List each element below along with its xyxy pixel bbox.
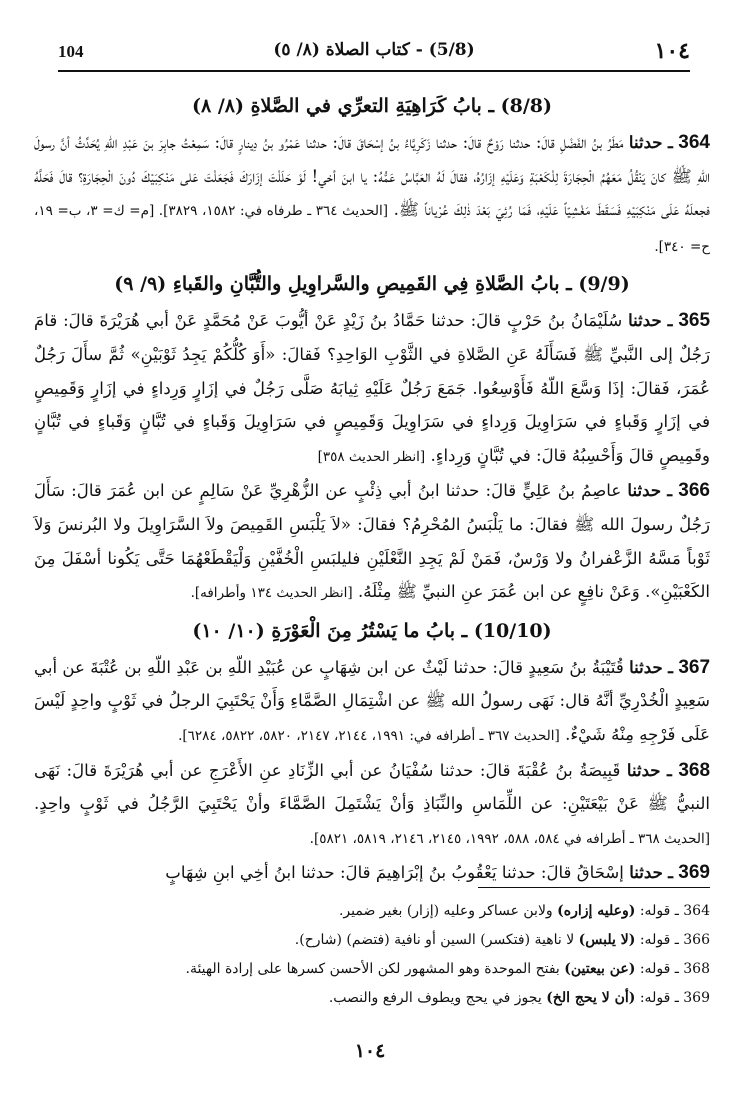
footnote-term: (وعليه إزاره) — [557, 903, 636, 919]
hadith-keyword: حدثنا — [629, 862, 663, 883]
running-header — [58, 30, 690, 72]
hadith-reference: [الحديث ٣٦٧ ـ أطرافه في: ١٩٩١، ٢١٤٤، ٢١٤٧، ٥٨٢٠، ٥٨٢٢، ٦٢٨٤]. — [178, 727, 560, 744]
footnote-364 — [34, 897, 710, 926]
hadith-number: 366 — [678, 480, 710, 502]
hadith-text: إسْحَاقُ قالَ: حدثنا يَعْقُوبُ بنُ إبْرَاهِيمَ قالَ: حدثنا ابنُ أخِي ابنِ شِهَابٍ — [165, 863, 624, 883]
footnote-divider — [478, 887, 710, 888]
hadith-dash: ـ — [667, 132, 673, 152]
hadith-number: 369 — [678, 862, 710, 884]
hadith-366 — [34, 474, 710, 610]
hadith-number: 365 — [678, 310, 711, 332]
hadith-reference: [الحديث ٣٦٤ ـ طرفاه في: ١٥٨٢، ٣٨٢٩]. [م= ك= ٣، ب= ١٩، ح= ٣٤٠]. — [34, 203, 710, 255]
chapter-title: (8/8) ـ بابُ كَرَاهِيَةِ التعرِّي في الصَّلاةِ (٨/ ٨) — [191, 95, 553, 117]
footnote-369 — [34, 984, 710, 1013]
chapter-title: (10/10) ـ بابُ ما يَسْتُرُ مِنَ الْعَوْرَةِ (١٠/ ١٠) — [192, 619, 552, 642]
hadith-text: مَطَرُ بنُ الفَضْلِ قالَ: حدثنا رَوْحٌ قالَ: حدثنا زَكَرِيَّاءُ بنُ إسْحَاقَ قالَ: حدثنا عَمْرُو بنُ دِينارٍ قالَ: سَمِعْتُ جابِرَ بنَ عَبْدِ اللّهِ يُحَدِّثُ أنَّ رسولَ اللّهِ ﷺ كانَ يَنْقُلُ مَعَهُمُ الْحِجَارَةَ لِلْكَعْبَةِ وَعَلَيْهِ إزَارُهُ، فقالَ لَهُ العَبَّاسُ عَمُّهُ: يا ابنَ أخي! لَوْ حَلَلْتَ إزَارَكَ فَجَعَلْتَ عَلى مَنْكِبَيْكَ دُونَ الْحِجَارَةِ؟ قالَ فَحَلَّهُ فجعلَهُ عَلَى مَنْكِبَيْهِ فَسَقَطَ مَغْشِيّاً عَلَيْهِ، فَمَا رُئِيَ بَعْدَ ذٰلِكَ عُرْياناً ﷺ. — [34, 133, 711, 220]
hadith-text: قَبِيصَةُ بنُ عُقْبَةَ قالَ: حدثنا سُفْيَانُ عن أبي الزِّنَادِ عنِ الأَعْرَجِ عن أبي هُرَيْرَةَ قالَ: نَهَى النبيُّ ﷺ عَنْ بَيْعَتَيْنِ: عن اللِّمَاسِ والنِّبَاذِ وَأنْ يَشْتَمِلَ الصَّمَّاءَ وأنْ يَحْتَبِيَ الرَّجُلُ في ثَوْبٍ واحِدٍ. — [34, 760, 710, 814]
footnotes — [34, 897, 710, 1013]
footnote-text: بفتح الموحدة وهو المشهور لكن الأحسن كسرها على إرادة الهيئة. — [185, 961, 560, 977]
running-title: (5/8) - كتاب الصلاة (٨/ ٥) — [273, 40, 475, 60]
footnote-text: ولابن عساكر وعليه (إزار) بغير ضمير. — [338, 903, 553, 919]
hadith-dash: ـ — [667, 310, 673, 331]
chapter-title: (9/9) ـ بابُ الصَّلاةِ فِي القَمِيصِ والسَّراوِيلِ والتُّبَّانِ والقَباءِ (٩/ ٩) — [114, 273, 630, 296]
footnote-prefix: 368 ـ قوله: — [639, 961, 710, 977]
hadith-dash: ـ — [667, 759, 672, 780]
hadith-number: 368 — [678, 759, 711, 781]
hadith-keyword: حدثنا — [627, 480, 662, 501]
hadith-reference: [الحديث ٣٦٨ ـ أطرافه في ٥٨٤، ٥٨٨، ١٩٩٢، ٢١٤٥، ٢١٤٦، ٥٨١٩، ٥٨٢١]. — [309, 830, 710, 847]
hadith-number: 364 — [678, 132, 710, 153]
hadith-number: 367 — [678, 656, 711, 678]
hadith-text: عاصِمُ بنُ عَلِيٍّ قالَ: حدثنا ابنُ أبي ذِئْبٍ عن الزُّهْرِيِّ عَنْ سَالِمٍ عن ابن عُمَرَ قالَ: سَأَلَ رَجُلٌ رسولَ الله ﷺ فقالَ: ما يَلْبَسُ المُحْرِمُ؟ فقالَ: «لاَ يَلْبَسِ القَمِيصَ ولاَ السَّرَاوِيلَ ولا البُرنسَ وَلاَ ثَوْباً مَسَّهُ الزَّعْفرانُ ولا وَرْسٌ، فَمَنْ لَمْ يَجِدِ النَّعْلَيْنِ فليلبَسِ الْخُفَّيْنِ وَلْيَقْطَعْهُمَا حَتَّى يَكُونا أسْفَلَ مِنَ الكَعْبَيْنِ». وَعَنْ نافِعٍ عن ابن عُمَرَ عنِ النبيِّ ﷺ مِثْلَهُ. — [34, 481, 710, 602]
hadith-keyword: حدثنا — [628, 310, 662, 331]
hadith-reference: [انظر الحديث ٣٥٨] — [317, 448, 426, 465]
hadith-keyword: حدثنا — [628, 132, 663, 152]
hadith-367 — [34, 651, 710, 754]
footnote-term: (عن بيعتين) — [564, 961, 636, 977]
footnote-term: (لا يلبس) — [578, 932, 636, 948]
footnote-term: (أن لا يحج الخ) — [546, 990, 636, 1006]
hadith-text: سُلَيْمَانُ بنُ حَرْبٍ قالَ: حدثنا حَمَّادُ بنُ زَيْدٍ عَنْ أيُّوبَ عَنْ مُحَمَّدٍ عَنْ أبي هُرَيْرَةَ قالَ: قامَ رَجُلٌ إلى النَّبيِّ ﷺ فَسَأَلَهُ عَنِ الصَّلاةِ في الثَّوْبِ الوَاحِدِ؟ فَقالَ: «أَوَ كُلُّكُمْ يَجِدُ ثَوْبَيْنِ» ثُمَّ سأَلَ رَجُلٌ عُمَرَ، فَقالَ: إذَا وَسَّعَ اللّهُ فَأَوْسِعُوا. جَمَعَ رَجُلٌ عَلَيْهِ ثِيابَهُ صَلَّى رَجُلٌ في إزَارٍ وَرِداءٍ في إزَارٍ وَقَمِيصٍ في إزَارٍ وَقَباءٍ في سَرَاوِيلَ وَرِداءٍ في سَرَاوِيلَ وَقَمِيصٍ في سَرَاوِيلَ وَقَباءٍ في تُبَّانٍ وَقَباءٍ في تُبَّانٍ وقَمِيصٍ قالَ وَأَحْسِبُهُ قالَ: في تُبَّانٍ وَرِداءٍ. — [34, 311, 710, 465]
footnote-text: لا ناهية (فتكسر) السين أو نافية (فتضم) (شارح). — [294, 932, 575, 948]
footnote-366 — [34, 926, 710, 955]
hadith-keyword: حدثنا — [629, 656, 663, 677]
hadith-dash: ـ — [668, 656, 673, 677]
hadith-reference: [انظر الحديث ١٣٤ وأطرافه]. — [190, 585, 353, 602]
footnote-prefix: 366 ـ قوله: — [639, 932, 710, 948]
footnote-text: يجوز في يحج ويطوف الرفع والنصب. — [328, 990, 542, 1006]
footnote-prefix: 364 ـ قوله: — [639, 903, 710, 919]
hadith-dash: ـ — [667, 480, 673, 501]
hadith-keyword: حدثنا — [626, 759, 661, 780]
hadith-dash: ـ — [668, 862, 674, 883]
footnote-368 — [34, 955, 710, 984]
main-text — [34, 86, 710, 890]
hadith-365 — [34, 304, 710, 474]
footnote-prefix: 369 ـ قوله: — [639, 990, 710, 1006]
footer-page-number: ١٠٤ — [354, 1040, 386, 1062]
hadith-text: قُتَيْبَةُ بنُ سَعِيدٍ قالَ: حدثنا لَيْثٌ عن ابن شِهَابٍ عن عُبَيْدِ اللّهِ بن عَبْدِ اللّهِ بن عُتْبَةَ عن أبي سَعِيدٍ الْخُدْرِيِّ أنَّهُ قال: نَهَى رسولُ الله ﷺ عن اشْتِمَالِ الصَّمَّاءِ وَأَنْ يَحْتَبِيَ الرجلُ في ثَوْبٍ واحِدٍ لَيْسَ عَلَى فَرْجِهِ مِنْهُ شَيْءٌ. — [34, 657, 710, 744]
hadith-369 — [34, 856, 710, 890]
page-number-latin: 104 — [58, 42, 84, 61]
hadith-364 — [34, 126, 710, 264]
hadith-368 — [34, 754, 710, 857]
page-number-arabic: ١٠٤ — [654, 38, 690, 64]
